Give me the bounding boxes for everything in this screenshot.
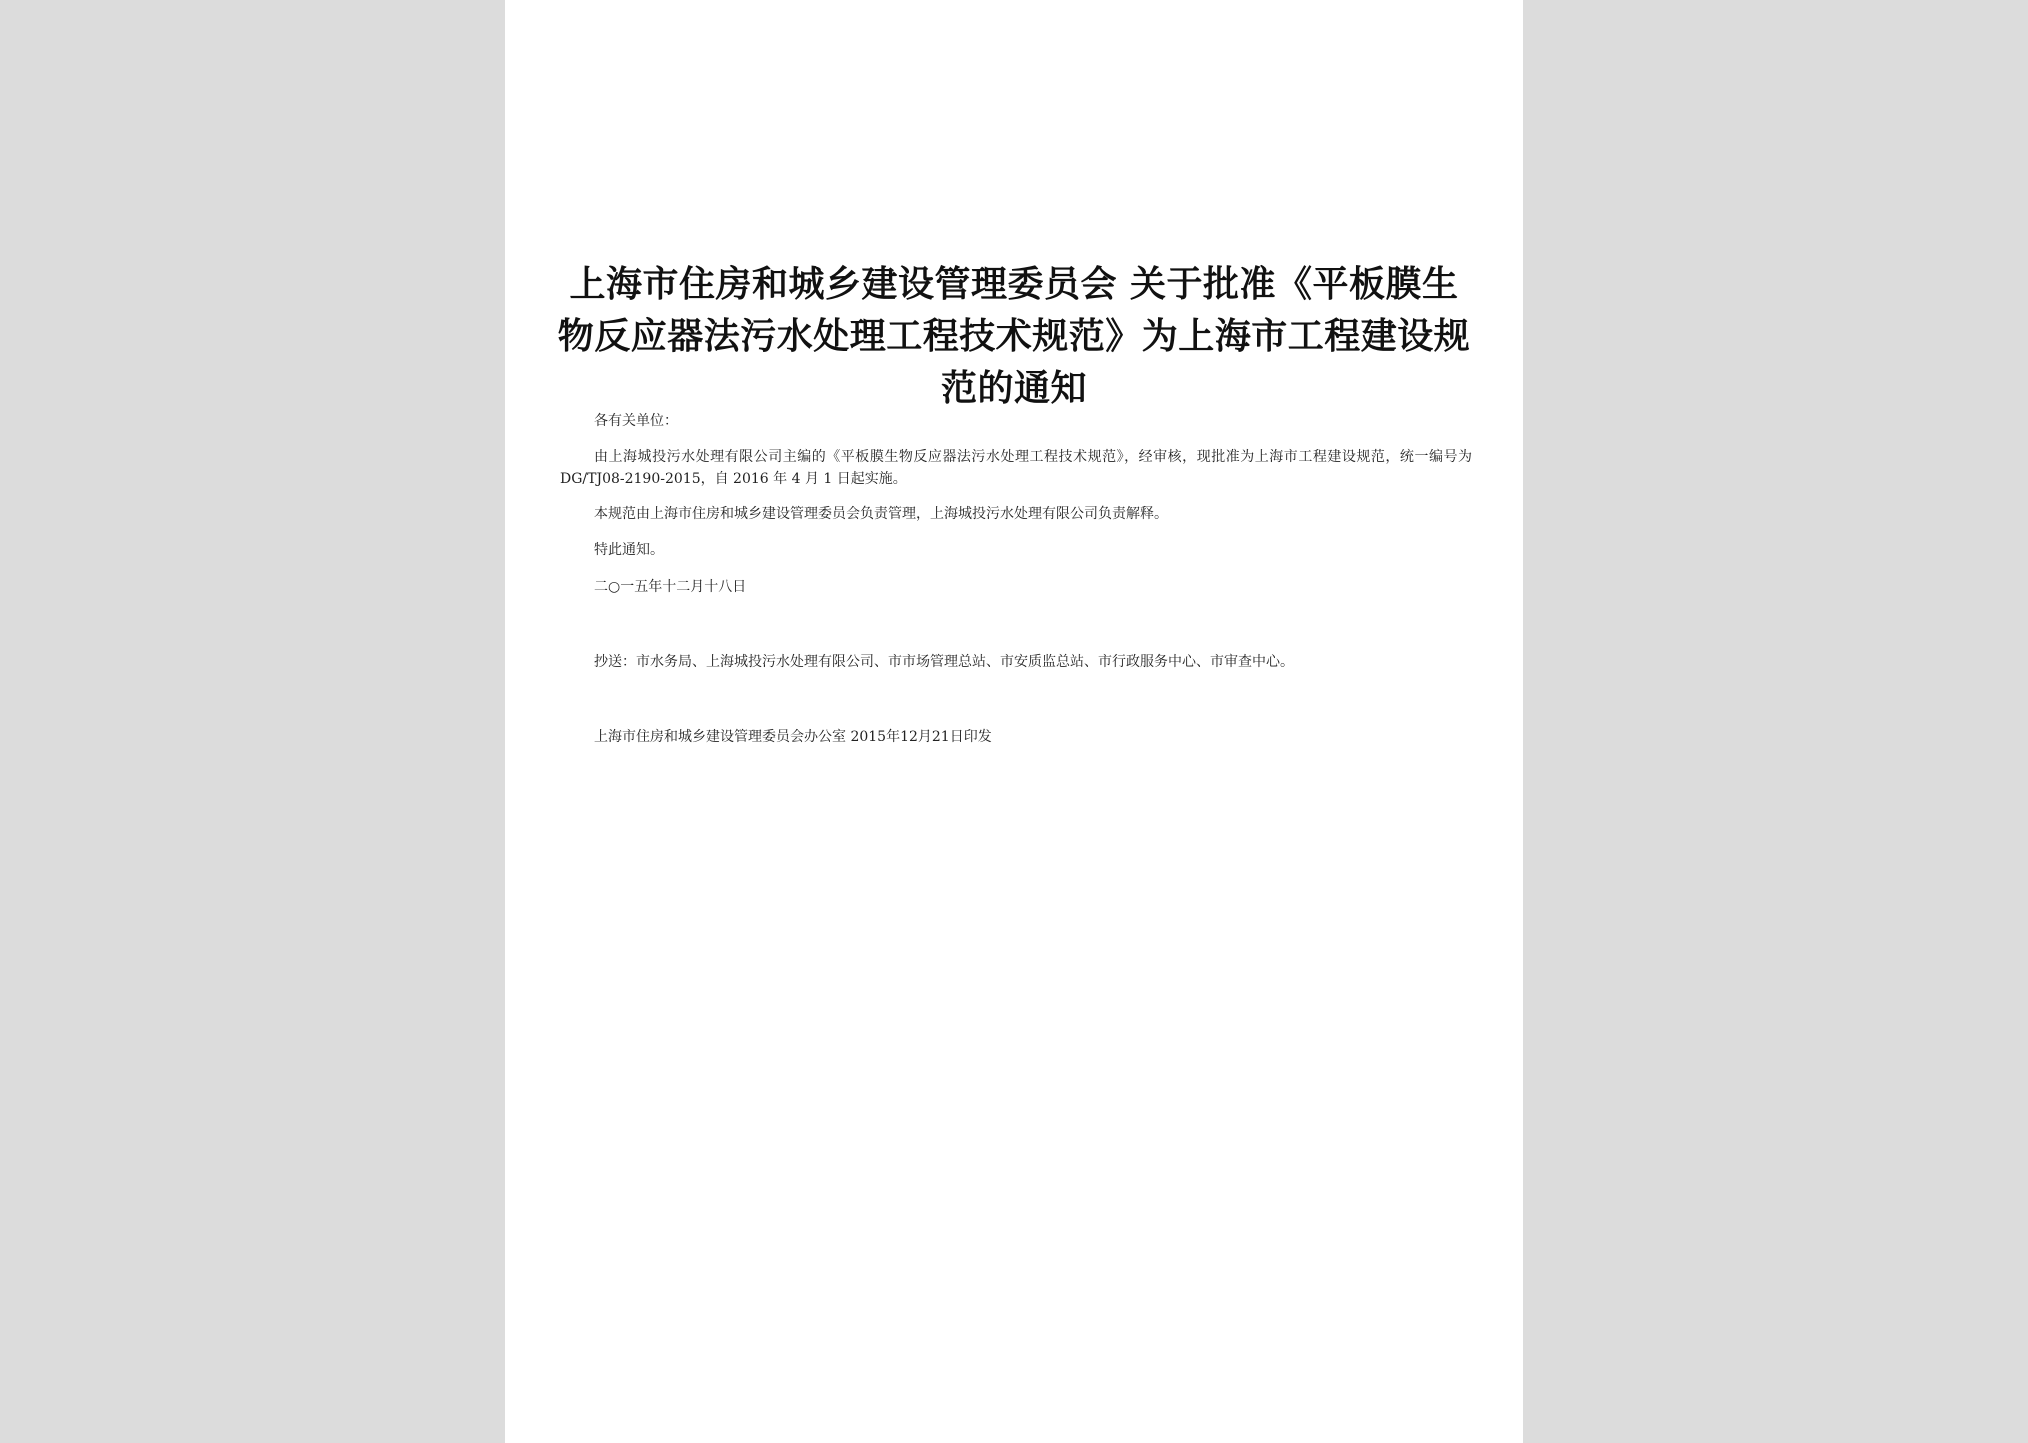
document-title: 上海市住房和城乡建设管理委员会 关于批准《平板膜生物反应器法污水处理工程技术规范》为上海市工程建设规范的通知	[557, 263, 1471, 409]
paragraph-approval: 由上海城投污水处理有限公司主编的《平板膜生物反应器法污水处理工程技术规范》，经审核，现批准为上海市工程建设规范，统一编号为 DG/TJ08-2190-2015，自 2016 年 4 月 1 日起实施。	[560, 449, 1472, 487]
document-page	[505, 0, 1523, 1443]
issuer-line: 上海市住房和城乡建设管理委员会办公室 2015年12月21日印发	[594, 729, 992, 745]
issue-date: 二○一五年十二月十八日	[594, 579, 747, 595]
salutation: 各有关单位：	[594, 413, 678, 429]
closing-line: 特此通知。	[594, 542, 664, 558]
cc-list: 抄送：市水务局、上海城投污水处理有限公司、市市场管理总站、市安质监总站、市行政服务中心、市审查中心。	[594, 654, 1294, 670]
paragraph-responsibility: 本规范由上海市住房和城乡建设管理委员会负责管理，上海城投污水处理有限公司负责解释。	[594, 506, 1168, 522]
